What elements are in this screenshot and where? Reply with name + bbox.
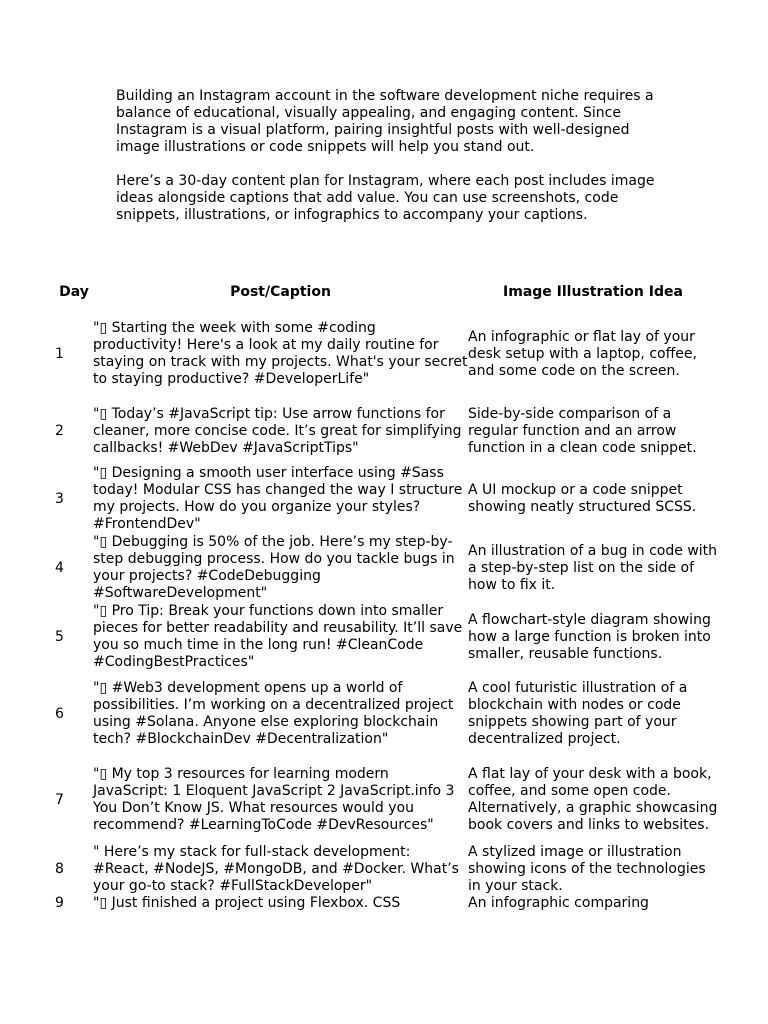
post-caption-cell: "▯ Today’s #JavaScript tip: Use arrow functions for cleaner, more concise code. It’s great for simplifying callbacks! #WebDev #JavaScriptTips" [93, 405, 462, 456]
image-idea-cell: A UI mockup or a code snippet showing neatly structured SCSS. [468, 482, 697, 515]
intro-section [116, 88, 656, 241]
table-row [55, 311, 718, 397]
intro-paragraph-2: Here’s a 30-day content plan for Instagram, where each post includes image ideas alongside captions that add value. You can use screenshots, code snippets, illustrations, or infographics to accompany your captions. [116, 173, 655, 223]
day-cell: 6 [55, 705, 64, 722]
day-cell: 7 [55, 791, 64, 808]
post-caption-cell: "▯ Just finished a project using Flexbox. CSS [93, 895, 401, 911]
table-row [55, 757, 718, 843]
post-caption-cell: " Here’s my stack for full-stack development: #React, #NodeJS, #MongoDB, and #Docker. What’s your go-to stack? #FullStackDeveloper" [93, 843, 459, 894]
day-cell: 1 [55, 345, 64, 362]
header-image-idea: Image Illustration Idea [503, 283, 683, 300]
day-cell: 5 [55, 628, 64, 645]
table-row [55, 843, 718, 895]
day-cell: 9 [55, 895, 64, 911]
table-row [55, 671, 718, 757]
image-idea-cell: A flat lay of your desk with a book, coffee, and some open code. Alternatively, a graphic showcasing book covers and links to websites. [468, 766, 718, 833]
day-cell: 8 [55, 860, 64, 877]
post-caption-cell: "▯ Pro Tip: Break your functions down into smaller pieces for better readability and reusability. It’ll save you so much time in the long run! #CleanCode #CodingBestPractices" [93, 603, 463, 670]
header-post-caption: Post/Caption [230, 283, 331, 300]
image-idea-cell: An illustration of a bug in code with a step-by-step list on the side of how to fix it. [468, 542, 718, 593]
table-row [55, 603, 718, 671]
post-caption-cell: "▯ #Web3 development opens up a world of possibilities. I’m working on a decentralized project using #Solana. Anyone else exploring blockchain tech? #BlockchainDev #Decentralization" [93, 680, 454, 747]
image-idea-cell: An infographic or flat lay of your desk setup with a laptop, coffee, and some code on the screen. [468, 328, 697, 379]
content-plan-table [55, 273, 718, 915]
day-cell: 4 [55, 559, 64, 576]
table-row [55, 465, 718, 533]
table-row [55, 397, 718, 465]
table-row [55, 895, 718, 915]
post-caption-cell: "▯ Starting the week with some #coding productivity! Here's a look at my daily routine for staying on track with my projects. What's your secret to staying productive? #DeveloperLife" [93, 320, 468, 387]
image-idea-cell: An infographic comparing [468, 895, 649, 911]
header-day: Day [59, 283, 89, 300]
post-caption-cell: "▯ Debugging is 50% of the job. Here’s my step-by-step debugging process. How do you tackle bugs in your projects? #CodeDebugging #SoftwareDevelopment" [93, 534, 455, 601]
image-idea-cell: A cool futuristic illustration of a blockchain with nodes or code snippets showing part of your decentralized project. [468, 680, 688, 747]
image-idea-cell: Side-by-side comparison of a regular function and an arrow function in a clean code snippet. [468, 405, 697, 456]
day-cell: 3 [55, 490, 64, 507]
post-caption-cell: "▯ Designing a smooth user interface using #Sass today! Modular CSS has changed the way I structure my projects. How do you organize your styles? #FrontendDev" [93, 465, 463, 532]
image-idea-cell: A stylized image or illustration showing icons of the technologies in your stack. [468, 843, 706, 894]
table-row [55, 533, 718, 603]
day-cell: 2 [55, 422, 64, 439]
image-idea-cell: A flowchart-style diagram showing how a large function is broken into smaller, reusable functions. [468, 611, 711, 662]
post-caption-cell: "▯ My top 3 resources for learning modern JavaScript: 1 Eloquent JavaScript 2 JavaScript.info 3 You Don’t Know JS. What resources would you recommend? #LearningToCode #DevResources" [93, 766, 455, 833]
intro-paragraph-1: Building an Instagram account in the software development niche requires a balance of educational, visually appealing, and engaging content. Since Instagram is a visual platform, pairing insightful posts with well-designed image illustrations or code snippets will help you stand out. [116, 88, 654, 155]
table-header-row [55, 273, 718, 311]
